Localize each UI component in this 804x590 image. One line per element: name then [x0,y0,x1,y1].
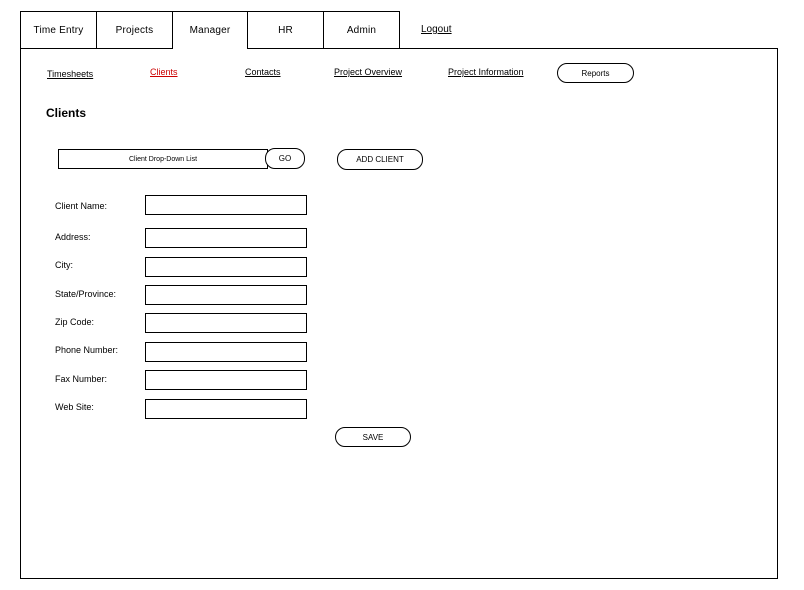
add-client-button[interactable] [337,149,423,170]
phone-number-label: Phone Number: [55,345,119,355]
tab-admin[interactable] [323,11,400,48]
city-field[interactable] [145,257,307,277]
state-province-label: State/Province: [55,289,117,299]
reports-button[interactable] [557,63,634,83]
fax-number-label: Fax Number: [55,374,108,384]
tab-label: Projects [115,24,154,36]
client-dropdown-label: Client Drop-Down List [128,155,198,163]
go-button-label: GO [278,154,292,163]
client-name-field[interactable] [145,195,307,215]
tab-manager[interactable] [172,11,248,49]
tab-label: Manager [189,25,231,36]
go-button[interactable] [265,148,305,169]
tab-label: HR [278,24,293,36]
subnav-project-information[interactable]: Project Information [448,67,524,77]
page-title: Clients [46,106,87,120]
save-button-label: SAVE [362,432,384,442]
tab-label: Time Entry [33,24,84,36]
subnav-contacts[interactable]: Contacts [245,67,281,77]
client-dropdown[interactable] [58,149,268,169]
zip-code-label: Zip Code: [55,317,95,327]
address-label: Address: [55,232,91,242]
address-field[interactable] [145,228,307,248]
state-province-field[interactable] [145,285,307,305]
subnav-project-overview[interactable]: Project Overview [334,67,403,77]
tab-time-entry[interactable] [20,11,97,48]
reports-button-label: Reports [581,68,610,78]
zip-code-field[interactable] [145,313,307,333]
web-site-field[interactable] [145,399,307,419]
tab-hr[interactable] [247,11,324,48]
subnav-timesheets[interactable]: Timesheets [47,69,94,79]
active-tab-joint [173,47,246,50]
fax-number-field[interactable] [145,370,307,390]
client-name-label: Client Name: [55,201,108,211]
web-site-label: Web Site: [55,402,94,412]
subnav-clients[interactable]: Clients [150,67,178,77]
city-label: City: [55,260,73,270]
save-button[interactable] [335,427,411,447]
phone-number-field[interactable] [145,342,307,362]
add-client-button-label: ADD CLIENT [356,155,404,164]
main-panel [20,48,778,579]
logout-link[interactable]: Logout [421,24,452,35]
tab-label: Admin [346,24,377,36]
tab-projects[interactable] [96,11,173,48]
